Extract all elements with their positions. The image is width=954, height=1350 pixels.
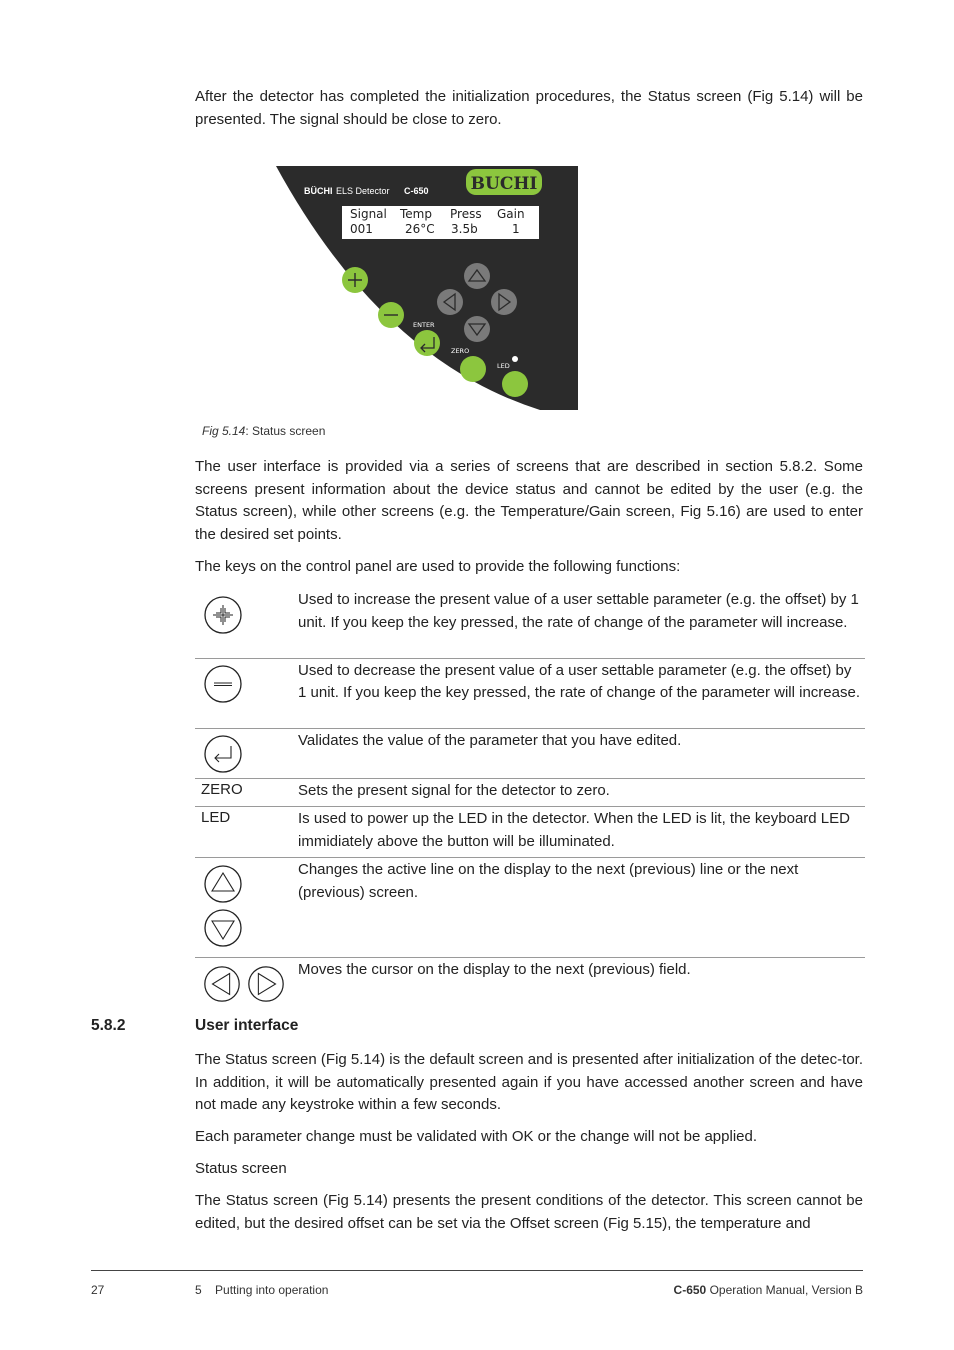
- buchi-logo-text: BUCHI: [470, 174, 538, 194]
- body-paragraph-1: The user interface is provided via a series of screens that are described in section 5.8.2. Some screens present information about the device status and cannot be edited by the user (e.g. the Status screen), while other screens (e.g. the Temperature/Gain screen, Fig 5.16) are used to enter the desired set points.: [195, 458, 863, 543]
- leftright-icons: [201, 963, 291, 1005]
- display-value-press: 3.5b: [451, 222, 478, 236]
- footer-model: C-650: [673, 1283, 707, 1297]
- minus-key-icon: [201, 662, 245, 706]
- led-key-description: Is used to power up the LED in the detector. When the LED is lit, the keyboard LED immidiately above the button will be illuminated.: [298, 810, 850, 850]
- plus-key-description: Used to increase the present value of a user settable parameter (e.g. the offset) by 1 unit. If you keep the key pressed, the rate of change of the parameter will increase.: [298, 591, 859, 631]
- enter-key-description: Validates the value of the parameter that you have edited.: [298, 731, 682, 749]
- footer-chapter: 5 Putting into operation: [195, 1283, 329, 1297]
- section-title: User interface: [195, 1017, 299, 1034]
- table-row-leftright: [195, 958, 865, 1010]
- section-paragraph-2: Each parameter change must be validated with OK or the change will not be applied.: [195, 1128, 758, 1145]
- panel-led-key[interactable]: [502, 371, 528, 397]
- footer-page-number: 27: [91, 1283, 105, 1297]
- display-value-gain: 1: [512, 222, 520, 236]
- section-number: 5.8.2: [91, 1017, 126, 1034]
- panel-up-key[interactable]: [464, 263, 490, 289]
- panel-brand: BÜCHI: [304, 186, 333, 196]
- footer-manual: [674, 1283, 863, 1297]
- panel-model-prefix: ELS Detector: [336, 186, 390, 196]
- table-row-minus: [195, 658, 865, 728]
- minus-key-description: Used to decrease the present value of a user settable parameter (e.g. the offset) by 1 unit. If you keep the key pressed, the rate of change of the parameter will increase.: [298, 661, 860, 702]
- panel-body: [276, 166, 578, 410]
- panel-minus-key[interactable]: [378, 302, 404, 328]
- table-row-enter: [195, 728, 865, 778]
- display-header-temp: Temp: [400, 207, 432, 221]
- section-paragraph-4: The Status screen (Fig 5.14) presents the present conditions of the detector. This screen cannot be edited, but the desired offset can be set via the Offset screen (Fig 5.15), the temperature and: [195, 1192, 863, 1232]
- display-value-signal: 001: [350, 222, 373, 236]
- zero-key-label: ZERO: [201, 780, 243, 798]
- section-paragraph-1: The Status screen (Fig 5.14) is the default screen and is presented after initialization of the detec-tor. In addition, it will be automatically presented again if you have accessed another screen and have not made any keystroke within a few seconds.: [195, 1051, 863, 1114]
- footer-divider: [91, 1270, 863, 1271]
- display-value-temp: 26°C: [405, 222, 435, 236]
- display-header-press: Press: [450, 207, 482, 221]
- left-arrow-key-icon: [201, 963, 243, 1005]
- panel-led-label: LED: [497, 362, 510, 370]
- table-row-led: [195, 807, 865, 858]
- panel-enter-key[interactable]: [414, 330, 440, 356]
- table-row-plus: [195, 588, 865, 658]
- footer-manual-text: Operation Manual, Version B: [706, 1283, 863, 1297]
- panel-zero-key[interactable]: [460, 356, 486, 382]
- leftright-key-description: Moves the cursor on the display to the next (previous) field.: [298, 961, 691, 979]
- control-panel-illustration: [272, 160, 582, 414]
- section-paragraph-3: Status screen: [195, 1160, 287, 1177]
- panel-enter-label: ENTER: [413, 321, 435, 329]
- panel-down-key[interactable]: [464, 316, 490, 342]
- figure-caption-text: : Status screen: [245, 424, 326, 438]
- control-panel-figure: [272, 160, 582, 414]
- keys-function-table: [195, 588, 865, 1010]
- intro-paragraph: After the detector has completed the initialization procedures, the Status screen (Fig 5.14) will be presented. The signal should be close to zero.: [195, 88, 863, 128]
- panel-zero-label: ZERO: [451, 347, 470, 355]
- enter-key-icon: [201, 732, 245, 776]
- display-header-signal: Signal: [350, 207, 387, 221]
- figure-caption: [202, 424, 325, 438]
- right-arrow-key-icon: [245, 963, 287, 1005]
- plus-key-icon: [201, 593, 245, 637]
- panel-right-key[interactable]: [491, 289, 517, 315]
- display-header-gain: Gain: [497, 207, 525, 221]
- figure-caption-ref: Fig 5.14: [202, 424, 246, 438]
- table-row-zero: [195, 778, 865, 807]
- panel-plus-key[interactable]: [342, 267, 368, 293]
- zero-key-description: Sets the present signal for the detector to zero.: [298, 781, 610, 799]
- body-paragraph-2: The keys on the control panel are used to provide the following functions:: [195, 558, 681, 575]
- led-key-label: LED: [201, 809, 231, 827]
- table-row-updown: [195, 858, 865, 958]
- updown-key-description: Changes the active line on the display to the next (previous) line or the next (previous) screen.: [298, 861, 799, 901]
- panel-left-key[interactable]: [437, 289, 463, 315]
- panel-led-indicator: [512, 356, 518, 362]
- down-arrow-key-icon: [201, 906, 245, 950]
- panel-model: C-650: [404, 186, 429, 196]
- up-arrow-key-icon: [201, 862, 245, 906]
